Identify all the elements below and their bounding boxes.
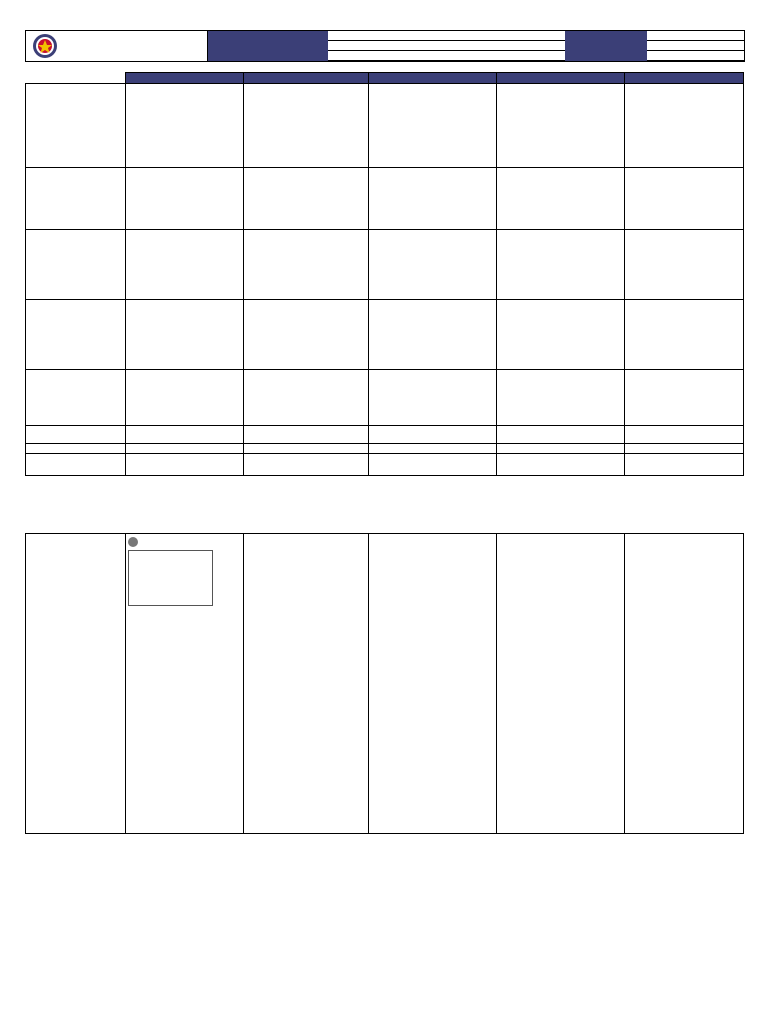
page-1	[0, 0, 768, 480]
cell-tuesday	[244, 454, 369, 476]
day-header-monday	[126, 73, 244, 84]
cell-wednesday	[369, 168, 497, 230]
cell-thursday	[497, 370, 625, 426]
cell-monday	[126, 534, 244, 834]
table-row	[26, 444, 744, 454]
cell-tuesday	[244, 370, 369, 426]
header-title-block	[26, 31, 208, 61]
table-row	[26, 300, 744, 370]
table-row	[26, 84, 744, 168]
teacher-value	[328, 41, 565, 51]
cell-tuesday	[244, 300, 369, 370]
cell-friday	[625, 84, 744, 168]
table-row	[26, 230, 744, 300]
cell-tuesday	[244, 168, 369, 230]
cell-thursday	[497, 444, 625, 454]
row-label	[26, 300, 126, 370]
dates-label	[208, 51, 328, 61]
cell-monday	[126, 444, 244, 454]
cell-tuesday	[244, 84, 369, 168]
cell-friday	[625, 300, 744, 370]
cell-wednesday	[369, 370, 497, 426]
quarter-label	[565, 51, 647, 61]
day-header-wednesday	[369, 73, 497, 84]
cell-friday	[625, 168, 744, 230]
cell-friday	[625, 230, 744, 300]
student-reading-icon	[128, 537, 138, 547]
quarter-value	[647, 51, 744, 61]
cell-friday	[625, 534, 744, 834]
cell-monday	[126, 426, 244, 444]
cell-friday	[625, 370, 744, 426]
cell-wednesday	[369, 300, 497, 370]
lesson-table-page-1	[25, 72, 744, 476]
cell-thursday	[497, 454, 625, 476]
lesson-table-page-2	[25, 533, 744, 834]
day-header-tuesday	[244, 73, 369, 84]
cell-wednesday	[369, 84, 497, 168]
cell-wednesday	[369, 534, 497, 834]
table-row	[26, 168, 744, 230]
cell-monday	[126, 84, 244, 168]
corner-cell	[26, 73, 126, 84]
grade-level-label	[565, 31, 647, 41]
table-row	[26, 426, 744, 444]
cell-thursday	[497, 534, 625, 834]
grade-level-value	[647, 31, 744, 41]
subukin-natin-badge	[128, 537, 241, 547]
cell-thursday	[497, 426, 625, 444]
cell-thursday	[497, 300, 625, 370]
cell-tuesday	[244, 426, 369, 444]
cell-friday	[625, 454, 744, 476]
deped-seal-icon	[32, 33, 58, 59]
page-2	[0, 525, 768, 1024]
row-label	[26, 454, 126, 476]
learning-area-value	[647, 41, 744, 51]
cell-monday	[126, 370, 244, 426]
cell-wednesday	[369, 444, 497, 454]
cell-thursday	[497, 230, 625, 300]
table-row	[26, 454, 744, 476]
cell-tuesday	[244, 534, 369, 834]
cell-tuesday	[244, 230, 369, 300]
school-value[interactable]	[328, 31, 565, 41]
cell-wednesday	[369, 454, 497, 476]
cell-monday	[126, 454, 244, 476]
cell-tuesday	[244, 444, 369, 454]
cell-monday	[126, 168, 244, 230]
table-row-balik-aral	[26, 534, 744, 834]
day-header-friday	[625, 73, 744, 84]
cell-friday	[625, 426, 744, 444]
row-label	[26, 444, 126, 454]
cell-monday	[126, 230, 244, 300]
teacher-label	[208, 41, 328, 51]
row-label	[26, 370, 126, 426]
day-header-thursday	[497, 73, 625, 84]
row-label	[26, 230, 126, 300]
cell-monday	[126, 300, 244, 370]
cell-wednesday	[369, 426, 497, 444]
cell-thursday	[497, 168, 625, 230]
table-row	[26, 370, 744, 426]
cell-friday	[625, 444, 744, 454]
cell-thursday	[497, 84, 625, 168]
log-header	[25, 30, 745, 62]
row-label	[26, 534, 126, 834]
row-label	[26, 84, 126, 168]
school-label	[208, 31, 328, 41]
cell-wednesday	[369, 230, 497, 300]
word-box	[128, 550, 213, 606]
row-label	[26, 426, 126, 444]
row-label	[26, 168, 126, 230]
dates-value	[328, 51, 565, 61]
learning-area-label	[565, 41, 647, 51]
